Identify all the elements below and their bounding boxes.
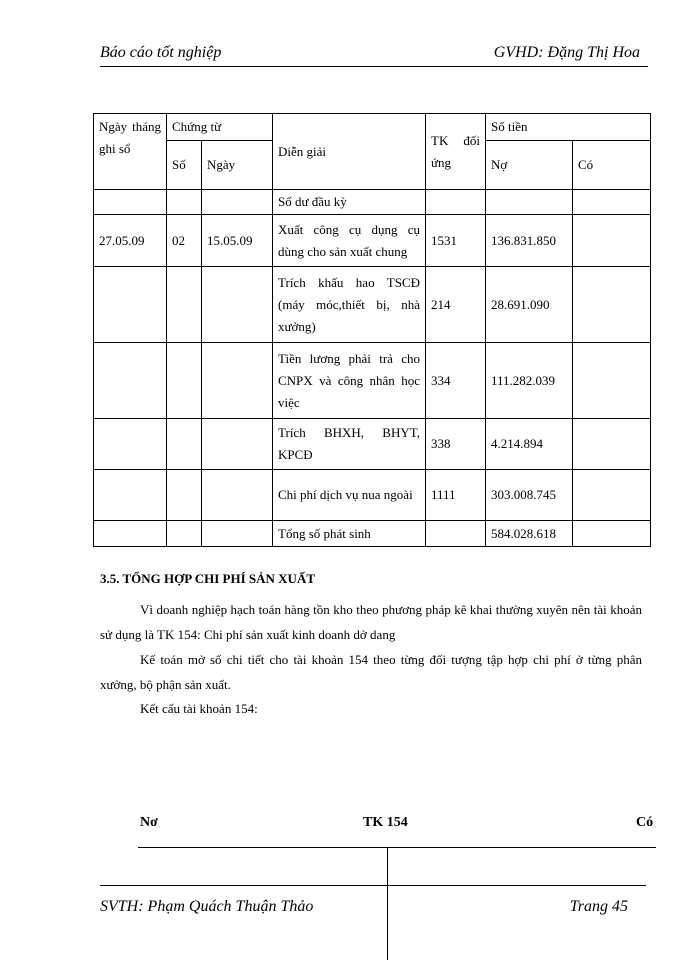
cell-date xyxy=(94,521,167,547)
cell-account: 1111 xyxy=(426,470,486,521)
header-supervisor: GVHD: Đặng Thị Hoa xyxy=(493,44,640,61)
cell-account xyxy=(426,521,486,547)
page-header xyxy=(100,44,648,67)
table-row xyxy=(94,521,651,547)
cell-voucher-no xyxy=(167,521,202,547)
section-title: 3.5. TỔNG HỢP CHI PHÍ SẢN XUẤT xyxy=(100,571,316,586)
cell-description: Tiền lương phải trả cho CNPX và công nhân học việc xyxy=(273,343,426,419)
header-account: TK đối ứng xyxy=(426,114,486,190)
header-voucher-date: Ngày xyxy=(202,141,273,190)
footer-student: SVTH: Phạm Quách Thuận Thảo xyxy=(100,898,314,915)
cell-description: Xuất công cụ dụng cụ dùng cho sản xuất chung xyxy=(273,215,426,267)
cell-account xyxy=(426,190,486,215)
cell-debit: 303.008.745 xyxy=(486,470,573,521)
cell-description: Trích BHXH, BHYT, KPCĐ xyxy=(273,419,426,470)
cell-voucher-date xyxy=(202,343,273,419)
table-row xyxy=(94,343,651,419)
header-credit: Có xyxy=(573,141,651,190)
cell-voucher-date xyxy=(202,190,273,215)
table-row xyxy=(94,419,651,470)
cell-description: Tổng số phát sinh xyxy=(273,521,426,547)
cell-account: 214 xyxy=(426,267,486,343)
footer-page-number: Trang 45 xyxy=(569,898,628,915)
cell-credit xyxy=(573,267,651,343)
cell-description: Chi phí dịch vụ nua ngoài xyxy=(273,470,426,521)
t-account-title: TK 154 xyxy=(363,815,408,830)
cell-voucher-date xyxy=(202,267,273,343)
cell-date: 27.05.09 xyxy=(94,215,167,267)
cell-debit: 111.282.039 xyxy=(486,343,573,419)
paragraph-1: Vì doanh nghiệp hạch toán hàng tồn kho theo phương pháp kê khai thường xuyên nên tài khoản sử dụng là TK 154: Chi phí sản xuất kinh doanh dở dang xyxy=(100,602,642,642)
table-row xyxy=(94,267,651,343)
cell-credit xyxy=(573,521,651,547)
header-amount: Số tiền xyxy=(486,114,651,141)
paragraph-3: Kết cấu tài khoản 154: xyxy=(140,701,258,716)
header-voucher: Chứng từ xyxy=(167,114,273,141)
cell-voucher-date xyxy=(202,521,273,547)
cell-voucher-no xyxy=(167,190,202,215)
cell-description: Số dư đầu kỳ xyxy=(273,190,426,215)
cell-account: 1531 xyxy=(426,215,486,267)
cell-voucher-no: 02 xyxy=(167,215,202,267)
header-date: Ngày tháng ghi sổ xyxy=(94,114,167,190)
cell-debit xyxy=(486,190,573,215)
cell-voucher-no xyxy=(167,419,202,470)
page-footer xyxy=(100,898,648,920)
cell-credit xyxy=(573,343,651,419)
cell-account: 334 xyxy=(426,343,486,419)
cell-voucher-no xyxy=(167,343,202,419)
cell-date xyxy=(94,267,167,343)
cell-credit xyxy=(573,419,651,470)
cell-credit xyxy=(573,470,651,521)
cell-credit xyxy=(573,215,651,267)
table-row xyxy=(94,470,651,521)
t-account-diagram xyxy=(100,800,660,960)
cell-voucher-date: 15.05.09 xyxy=(202,215,273,267)
cell-credit xyxy=(573,190,651,215)
cell-description: Trích khấu hao TSCĐ (máy móc,thiết bị, nhà xưởng) xyxy=(273,267,426,343)
header-debit: Nợ xyxy=(486,141,573,190)
cell-debit: 4.214.894 xyxy=(486,419,573,470)
cell-voucher-date xyxy=(202,470,273,521)
cell-date xyxy=(94,419,167,470)
t-account-debit-label: Nơ xyxy=(140,815,158,830)
cell-debit: 28.691.090 xyxy=(486,267,573,343)
cell-debit: 136.831.850 xyxy=(486,215,573,267)
header-voucher-no: Số xyxy=(167,141,202,190)
header-description: Diễn giải xyxy=(273,114,426,190)
cell-date xyxy=(94,190,167,215)
paragraph-2: Kế toán mở sổ chi tiết cho tài khoản 154 theo từng đối tượng tập hợp chi phí ở từng phân xưởng, bộ phận sản xuất. xyxy=(100,652,642,692)
t-account-horizontal-line xyxy=(138,847,656,848)
ledger-table xyxy=(93,113,651,547)
cell-debit: 584.028.618 xyxy=(486,521,573,547)
cell-voucher-no xyxy=(167,267,202,343)
cell-date xyxy=(94,470,167,521)
t-account-credit-label: Có xyxy=(636,815,654,830)
cell-voucher-date xyxy=(202,419,273,470)
header-report-title: Báo cáo tốt nghiệp xyxy=(100,44,222,61)
cell-account: 338 xyxy=(426,419,486,470)
table-row xyxy=(94,215,651,267)
cell-date xyxy=(94,343,167,419)
footer-rule xyxy=(100,885,646,886)
cell-voucher-no xyxy=(167,470,202,521)
table-row xyxy=(94,190,651,215)
